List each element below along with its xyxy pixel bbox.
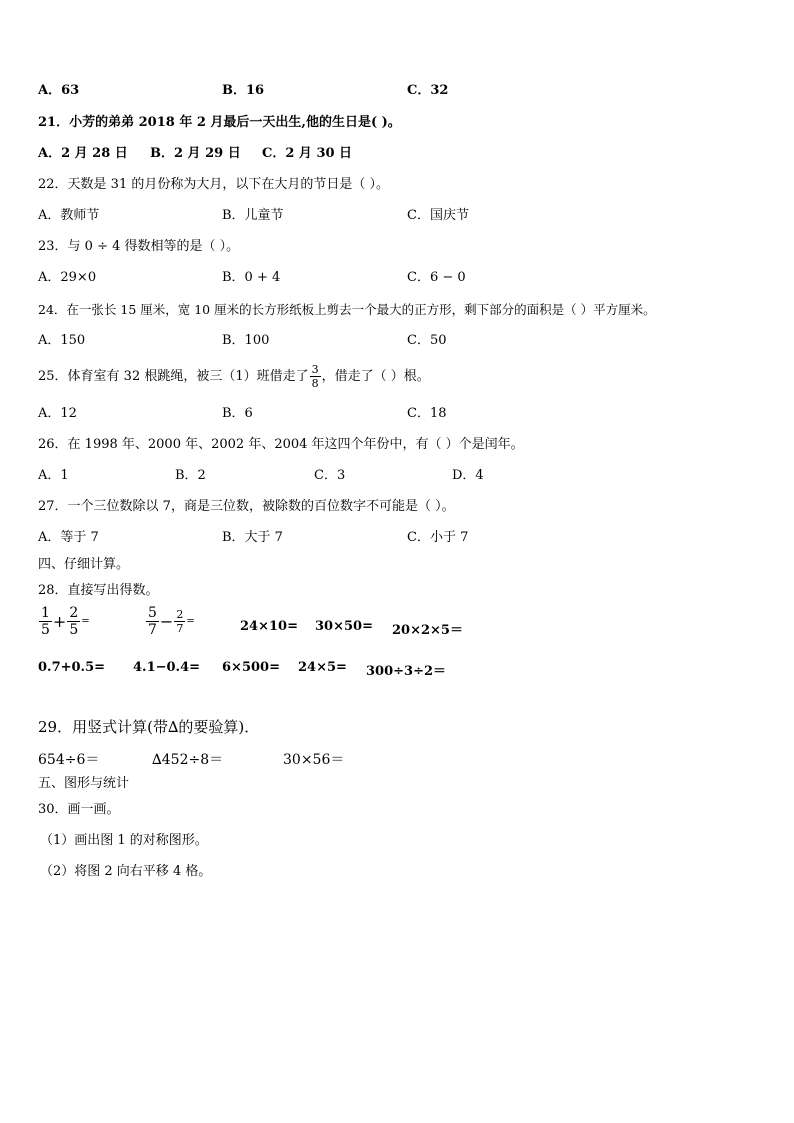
q27-option-b: B．大于 7	[222, 530, 283, 545]
q28-row2-expr-4: 24×5=	[298, 660, 347, 675]
q28-expr-5: 20×2×5＝	[392, 623, 463, 638]
fraction	[146, 606, 159, 637]
q26-option-d: D．4	[452, 468, 484, 483]
q24-stem: 24．在一张长 15 厘米，宽 10 厘米的长方形纸板上剪去一个最大的正方形，剩下部分的面积是（ ）平方厘米。	[38, 302, 656, 317]
q26-option-a: A．1	[38, 468, 69, 483]
q25-fraction-denominator: 8	[311, 377, 319, 390]
q21-option-b: B．2 月 29 日	[150, 146, 241, 161]
q21-option-a: A．2 月 28 日	[38, 146, 128, 161]
fraction	[174, 609, 185, 634]
denominator: 7	[148, 622, 157, 638]
q20-option-b: B．16	[222, 83, 265, 98]
q22-option-a: A．教师节	[38, 208, 100, 223]
q29-stem: 29．用竖式计算(带∆的要验算)．	[38, 718, 260, 736]
q22-stem: 22．天数是 31 的月份称为大月，以下在大月的节日是（ ）。	[38, 177, 389, 192]
fraction	[67, 606, 80, 637]
q28-row2-expr-1: 0.7+0.5=	[38, 660, 106, 675]
numerator: 1	[41, 605, 50, 621]
q20-option-c: C．32	[407, 83, 449, 98]
q23-option-b: B．0 + 4	[222, 270, 281, 285]
q26-stem: 26．在 1998 年、2000 年、2002 年、2004 年这四个年份中，有（ ）个是闰年。	[38, 437, 524, 452]
q25-option-a: A．12	[38, 406, 77, 421]
denominator: 7	[176, 622, 184, 635]
q23-stem: 23．与 0 ÷ 4 得数相等的是（ ）。	[38, 239, 240, 254]
numerator: 5	[148, 605, 157, 621]
q28-expr-4: 30×50=	[315, 619, 373, 634]
q24-option-a: A．150	[38, 333, 86, 348]
section-5-heading: 五、图形与统计	[38, 776, 130, 791]
q23-option-c: C．6 − 0	[407, 270, 466, 285]
q28-row2-expr-2: 4.1−0.4=	[133, 660, 201, 675]
q22-option-c: C．国庆节	[407, 208, 469, 223]
q28-stem: 28．直接写出得数。	[38, 583, 159, 598]
q24-option-c: C．50	[407, 333, 447, 348]
q26-option-c: C．3	[314, 468, 346, 483]
numerator: 2	[176, 608, 184, 621]
q20-option-a: A．63	[38, 83, 80, 98]
q27-option-c: C．小于 7	[407, 530, 469, 545]
q29-item-1: 654÷6＝	[38, 752, 100, 768]
q28-expr-1	[38, 606, 90, 637]
operator: −	[159, 612, 174, 631]
q25-stem	[38, 362, 430, 392]
q30-part-2: （2）将图 2 向右平移 4 格。	[40, 864, 212, 879]
equals-sign: =	[186, 616, 195, 627]
operator: +	[52, 612, 67, 631]
q25-fraction	[310, 364, 321, 389]
q28-row2-expr-5: 300÷3÷2＝	[366, 664, 447, 679]
q28-expr-2	[145, 606, 195, 637]
q21-option-c: C．2 月 30 日	[262, 146, 353, 161]
q28-expr-3: 24×10=	[240, 619, 298, 634]
q27-option-a: A．等于 7	[38, 530, 99, 545]
fraction	[39, 606, 52, 637]
equals-sign: =	[81, 616, 90, 627]
q24-option-b: B．100	[222, 333, 270, 348]
q25-fraction-numerator: 3	[311, 363, 319, 376]
q22-option-b: B．儿童节	[222, 208, 284, 223]
q25-stem-before: 25．体育室有 32 根跳绳，被三（1）班借走了	[38, 369, 309, 384]
q23-option-a: A．29×0	[38, 270, 97, 285]
q28-row2-expr-3: 6×500=	[222, 660, 280, 675]
q27-stem: 27．一个三位数除以 7，商是三位数，被除数的百位数字不可能是（ ）。	[38, 499, 455, 514]
q29-item-3: 30×56＝	[283, 752, 345, 768]
q30-part-1: （1）画出图 1 的对称图形。	[40, 833, 208, 848]
q25-stem-after: ，借走了（ ）根。	[321, 369, 430, 384]
q26-option-b: B．2	[175, 468, 206, 483]
q29-item-2: ∆452÷8＝	[152, 752, 224, 768]
numerator: 2	[69, 605, 79, 621]
denominator: 5	[69, 622, 79, 638]
q30-stem: 30．画一画。	[38, 802, 120, 817]
denominator: 5	[41, 622, 50, 638]
section-4-heading: 四、仔细计算。	[38, 557, 130, 572]
q25-option-c: C．18	[407, 406, 447, 421]
q25-option-b: B．6	[222, 406, 253, 421]
q21-stem: 21．小芳的弟弟 2018 年 2 月最后一天出生,他的生日是( )。	[38, 115, 401, 130]
